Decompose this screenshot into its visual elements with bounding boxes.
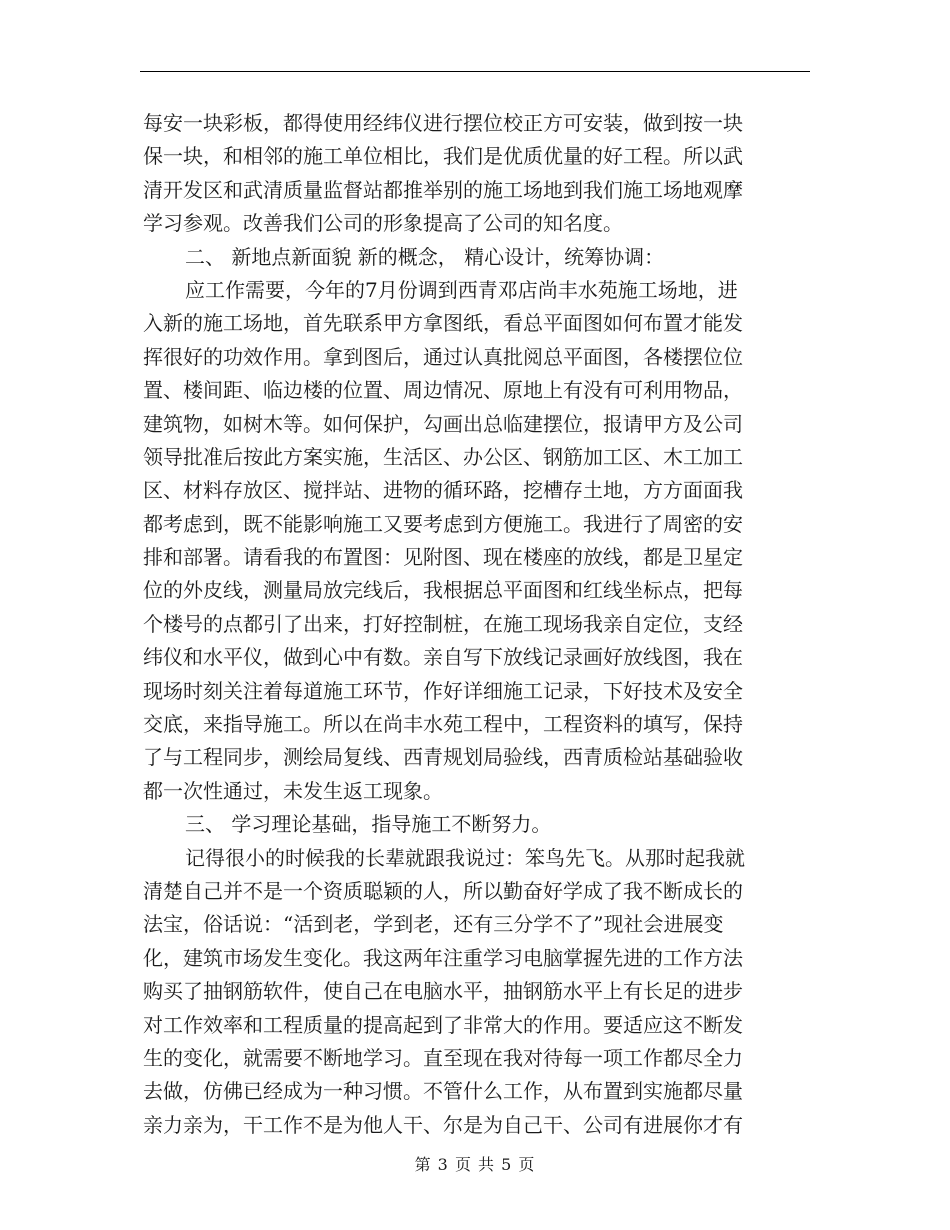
text-line: 每安一块彩板，都得使用经纬仪进行摆位校正方可安装，做到按一块 xyxy=(143,111,743,135)
text-line: 了与工程同步，测绘局复线、西青规划局验线，西青质检站基础验收 xyxy=(143,745,743,770)
text-line: 二、 新地点新面貌 新的概念， 精心设计，统筹协调： xyxy=(185,244,665,269)
text-line: 个楼号的点都引了出来，打好控制桩，在施工现场我亲自定位，支经 xyxy=(143,611,743,636)
text-line: 法宝，俗话说：“活到老，学到老，还有三分学不了”现社会进展变 xyxy=(143,912,724,937)
text-line: 三、 学习理论基础，指导施工不断努力。 xyxy=(185,812,552,837)
text-line: 化，建筑市场发生变化。我这两年注重学习电脑掌握先进的工作方法 xyxy=(143,945,743,970)
text-line: 都考虑到，既不能影响施工又要考虑到方便施工。我进行了周密的安 xyxy=(143,511,743,536)
text-line: 置、楼间距、临边楼的位置、周边情况、原地上有没有可利用物品， xyxy=(143,378,743,403)
text-line: 建筑物，如树木等。如何保护，勾画出总临建摆位，报请甲方及公司 xyxy=(143,411,743,436)
text-line: 购买了抽钢筋软件，使自己在电脑水平，抽钢筋水平上有长足的进步 xyxy=(143,979,743,1004)
text-line: 位的外皮线，测量局放完线后，我根据总平面图和红线坐标点，把每 xyxy=(143,578,743,603)
text-line: 纬仪和水平仪，做到心中有数。亲自写下放线记录画好放线图，我在 xyxy=(143,645,743,670)
text-line: 记得很小的时候我的长辈就跟我说过：笨鸟先飞。从那时起我就 xyxy=(185,845,745,870)
header-rule xyxy=(140,71,810,72)
text-line: 亲力亲为，干工作不是为他人干、尔是为自己干、公司有进展你才有 xyxy=(143,1112,743,1137)
text-line: 排和部署。请看我的布置图：见附图、现在楼座的放线，都是卫星定 xyxy=(143,545,743,570)
page-footer: 第 3 页 共 5 页 xyxy=(414,1155,536,1174)
text-line: 应工作需要，今年的7月份调到西青邓店尚丰水苑施工场地，进 xyxy=(185,277,738,302)
text-line: 交底，来指导施工。所以在尚丰水苑工程中，工程资料的填写，保持 xyxy=(143,712,743,737)
text-line: 领导批准后按此方案实施，生活区、办公区、钢筋加工区、木工加工 xyxy=(143,444,743,469)
text-line: 区、材料存放区、搅拌站、进物的循环路，挖槽存土地，方方面面我 xyxy=(143,478,743,503)
text-line: 清开发区和武清质量监督站都推举别的施工场地到我们施工场地观摩 xyxy=(143,177,743,202)
text-line: 入新的施工场地，首先联系甲方拿图纸，看总平面图如何布置才能发 xyxy=(143,311,743,336)
text-line: 挥很好的功效作用。拿到图后，通过认真批阅总平面图，各楼摆位位 xyxy=(143,344,743,369)
text-line: 对工作效率和工程质量的提高起到了非常大的作用。要适应这不断发 xyxy=(143,1012,743,1037)
text-line: 去做，仿佛已经成为一种习惯。不管什么工作，从布置到实施都尽量 xyxy=(143,1079,743,1104)
text-line: 清楚自己并不是一个资质聪颖的人，所以勤奋好学成了我不断成长的 xyxy=(143,878,743,903)
text-line: 现场时刻关注着每道施工环节，作好详细施工记录，下好技术及安全 xyxy=(143,678,743,703)
text-line: 生的变化，就需要不断地学习。直至现在我对待每一项工作都尽全力 xyxy=(143,1045,743,1070)
body-text xyxy=(143,107,807,1142)
text-line: 都一次性通过，未发生返工现象。 xyxy=(143,778,443,803)
text-line: 保一块，和相邻的施工单位相比，我们是优质优量的好工程。所以武 xyxy=(143,144,743,169)
text-line: 学习参观。改善我们公司的形象提高了公司的知名度。 xyxy=(143,211,623,236)
